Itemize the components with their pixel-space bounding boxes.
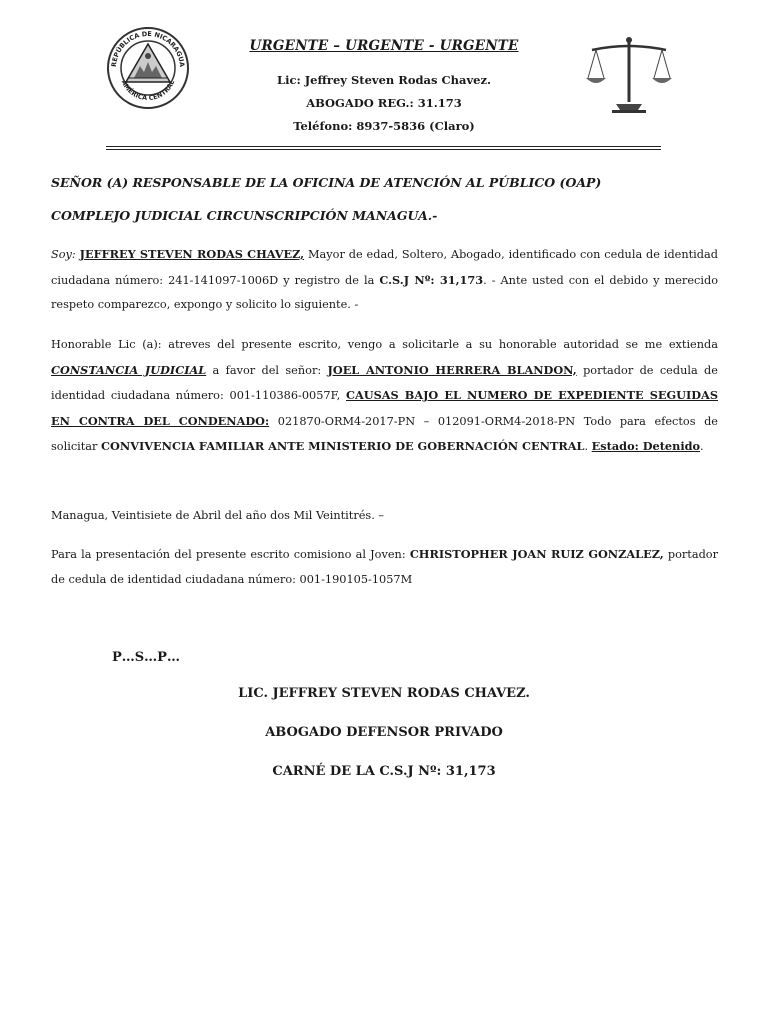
svg-text:AMÉRICA CENTRAL: AMÉRICA CENTRAL <box>119 78 177 103</box>
intro-text: Mayor de edad, Soltero, Abogado, identificado con cedula de identidad ciudadana número: 241-141097-1006D y registro de la <box>51 248 718 287</box>
svg-text:REPÚBLICA DE NICARAGUA: REPÚBLICA DE NICARAGUA <box>109 29 187 68</box>
intro-paragraph <box>51 242 718 318</box>
psp-closing: P…S…P… <box>112 650 180 665</box>
convivencia-request: CONVIVENCIA FAMILIAR ANTE MINISTERIO DE GOBERNACIÓN CENTRAL <box>101 439 585 453</box>
addressee-line-1: SEÑOR (A) RESPONSABLE DE LA OFICINA DE ATENCIÓN AL PÚBLICO (OAP) <box>51 175 602 190</box>
header-divider <box>106 146 661 150</box>
intro-text-end: . - Ante usted con el debido y merecido respeto comparezco, expongo y solicito lo siguiente. - <box>51 273 718 311</box>
commissioned-person: CHRISTOPHER JOAN RUIZ GONZALEZ, <box>409 547 664 561</box>
lawyer-name-line: Lic: Jeffrey Steven Rodas Chavez. <box>277 73 491 87</box>
phone-line: Teléfono: 8937-5836 (Claro) <box>293 119 475 133</box>
signature-name: LIC. JEFFREY STEVEN RODAS CHAVEZ. <box>238 686 530 701</box>
request-text: Honorable Lic (a): atreves del presente escrito, vengo a solicitarle a su honorable autoridad se me extienda <box>51 338 718 351</box>
status-detained: Estado: Detenido <box>591 439 701 453</box>
request-paragraph <box>51 333 718 460</box>
beneficiary-name: JOEL ANTONIO HERRERA BLANDON, <box>327 362 577 377</box>
applicant-name: JEFFREY STEVEN RODAS CHAVEZ, <box>79 247 305 261</box>
request-text-5: . <box>584 440 592 453</box>
case-numbers: 021870-ORM4-2017-PN – 012091-ORM4-2018-PN Todo para efectos de solicitar <box>51 414 718 453</box>
signature-carne: CARNÉ DE LA C.S.J Nº: 31,173 <box>272 764 496 779</box>
urgent-heading: URGENTE – URGENTE - URGENTE <box>249 38 519 54</box>
request-text-2: a favor del señor: <box>206 363 328 377</box>
request-text-end: . <box>700 440 704 453</box>
signature-role: ABOGADO DEFENSOR PRIVADO <box>265 725 503 740</box>
registration-line: ABOGADO REG.: 31.173 <box>306 96 462 110</box>
commission-text-end: portador de cedula de identidad ciudadana número: 001-190105-1057M <box>51 548 719 586</box>
csj-number: C.S.J Nº: 31,173 <box>379 272 484 287</box>
soy-label: Soy: <box>51 248 76 261</box>
commission-text: Para la presentación del presente escrito comisiono al Joven: <box>51 548 410 561</box>
request-text-3: portador de cedula de identidad ciudadana número: 001-110386-0057F, <box>51 363 718 402</box>
date-paragraph: Managua, Veintisiete de Abril del año dos Mil Veintitrés. – <box>51 509 385 522</box>
addressee-line-2: COMPLEJO JUDICIAL CIRCUNSCRIPCIÓN MANAGUA.- <box>51 208 438 223</box>
case-numbers-label: CAUSAS BAJO EL NUMERO DE EXPEDIENTE SEGUIDAS EN CONTRA DEL CONDENADO: <box>51 388 718 428</box>
constancia-judicial: CONSTANCIA JUDICIAL <box>51 362 207 377</box>
commission-paragraph <box>51 542 718 592</box>
